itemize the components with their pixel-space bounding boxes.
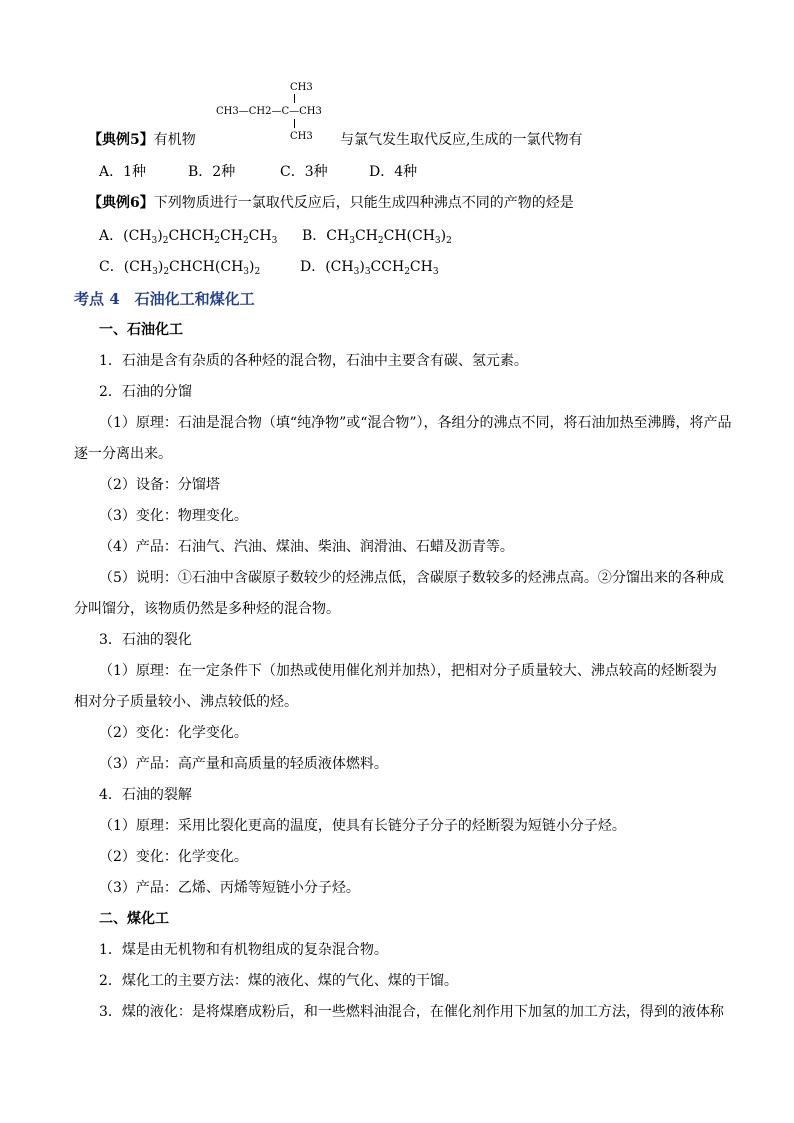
para-4: 4．石油的裂解 (99, 787, 192, 803)
coal-para-2: 2．煤化工的主要方法：煤的液化、煤的气化、煤的干馏。 (99, 973, 458, 989)
para-1: 1．石油是含有杂质的各种烃的混合物，石油中主要含有碳、氢元素。 (99, 353, 528, 369)
para-3-2: （2）变化：化学变化。 (99, 725, 248, 741)
heading-coal: 二、煤化工 (99, 911, 169, 927)
para-2: 2．石油的分馏 (99, 384, 192, 400)
heading-petroleum: 一、石油化工 (99, 322, 183, 338)
structure-bottom: CH3 (290, 131, 313, 142)
para-2-1a: （1）原理：石油是混合物（填“纯净物”或“混合物”），各组分的沸点不同，将石油加热至沸腾，将产品 (99, 415, 732, 431)
coal-para-1: 1．煤是由无机物和有机物组成的复杂混合物。 (99, 942, 388, 958)
para-2-1b: 逐一分离出来。 (74, 446, 172, 462)
para-2-2: （2）设备：分馏塔 (99, 477, 220, 493)
para-2-5a: （5）说明：①石油中含碳原子数较少的烃沸点低，含碳原子数较多的烃沸点高。②分馏出来的各种成 (99, 570, 724, 586)
example6-option-d: D．$(CH_3)_3CCH_2CH_3$ (300, 259, 439, 277)
structure-main: CH3—CH2—C—CH3 (216, 106, 322, 117)
bond-top (294, 94, 295, 103)
example6-label: 【典例6】 (88, 195, 154, 211)
example6-option-a: A．$(CH_3)_2CHCH_2CH_2CH_3$ (99, 228, 278, 246)
example6-question (88, 194, 574, 212)
para-2-4: （4）产品：石油气、汽油、煤油、柴油、润滑油、石蜡及沥青等。 (99, 539, 514, 555)
example6-option-b: B．$CH_3CH_2CH(CH_3)_2$ (302, 228, 452, 246)
para-2-5b: 分叫馏分，该物质仍然是多种烃的混合物。 (74, 601, 340, 617)
para-3: 3．石油的裂化 (99, 632, 192, 648)
example5-text-before: 有机物 (153, 132, 196, 148)
para-3-3: （3）产品：高产量和高质量的轻质液体燃料。 (99, 756, 388, 772)
example5-option-d: D．4种 (369, 164, 418, 180)
section-title: 考点 4 石油化工和煤化工 (74, 290, 255, 308)
para-3-1a: （1）原理：在一定条件下（加热或使用催化剂并加热），把相对分子质量较大、沸点较高的烃断裂为 (99, 663, 717, 679)
example6-option-c: C．$(CH_3)_2CHCH(CH_3)_2$ (99, 259, 261, 277)
example5-option-b: B．2种 (188, 164, 236, 180)
example5-label: 【典例5】 (88, 132, 154, 148)
para-4-1: （1）原理：采用比裂化更高的温度，使具有长链分子分子的烃断裂为短链小分子烃。 (99, 818, 626, 834)
example6-text: 下列物质进行一氯取代反应后，只能生成四种沸点不同的产物的烃是 (153, 195, 574, 211)
coal-para-3: 3．煤的液化：是将煤磨成粉后，和一些燃料油混合，在催化剂作用下加氢的加工方法，得到的液体称 (99, 1004, 724, 1020)
bond-bottom (294, 119, 295, 128)
para-2-3: （3）变化：物理变化。 (99, 508, 248, 524)
para-4-3: （3）产品：乙烯、丙烯等短链小分子烃。 (99, 880, 360, 896)
example5-text-after: 与氯气发生取代反应,生成的一氯代物有 (340, 132, 583, 148)
para-3-1b: 相对分子质量较小、沸点较低的烃。 (74, 694, 298, 710)
structure-top: CH3 (290, 82, 313, 93)
example5-question (88, 131, 196, 149)
example5-option-a: A．1种 (99, 164, 147, 180)
para-4-2: （2）变化：化学变化。 (99, 849, 248, 865)
example5-option-c: C．3种 (280, 164, 328, 180)
